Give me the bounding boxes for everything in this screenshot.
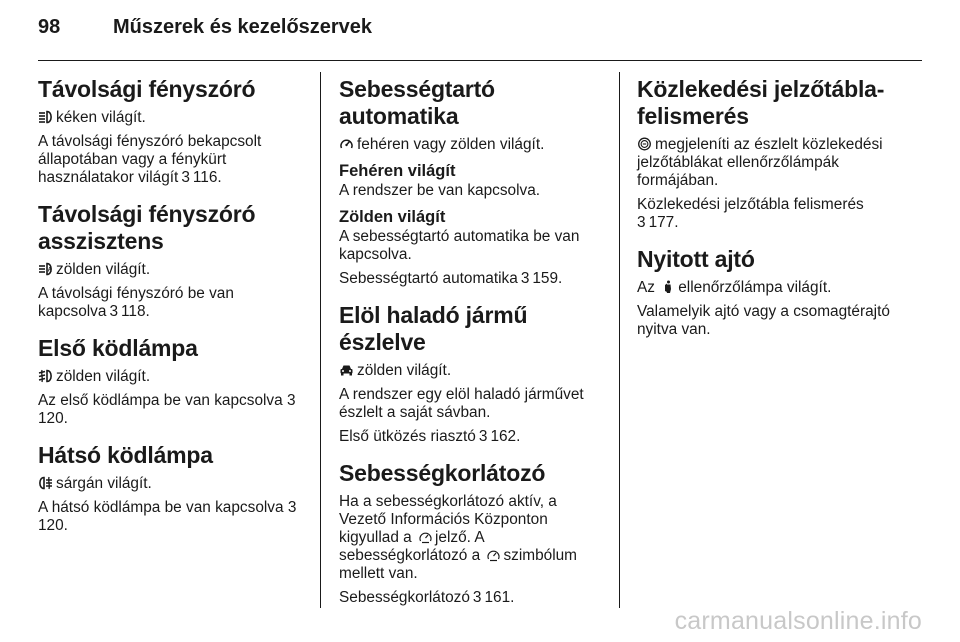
column-3 [637, 76, 907, 345]
vehicle-ahead-status: zölden világít. [339, 362, 607, 380]
section-title-door-open: Nyitott ajtó [637, 246, 755, 272]
header-rule [38, 60, 922, 61]
page-number: 98 [38, 16, 61, 38]
speed-limiter-icon [486, 548, 501, 562]
door-open-desc: Valamelyik ajtó vagy a csomagtérajtó nyitva van. [637, 303, 890, 338]
speed-limiter-desc: Ha a sebességkorlátozó aktív, a Vezető Információs Központon kigyullad a jelző. A sebességkorlátozó a szimbólum mellett van. [339, 493, 578, 582]
watermark: carmanualsonline.info [674, 607, 922, 635]
section-title-vehicle-ahead: Elöl haladó jármű észlelve [339, 302, 528, 355]
page-reference[interactable]: 159. [532, 270, 563, 287]
cruise-control-status: fehéren vagy zölden világít. [339, 136, 607, 154]
high-beam-assist-status: A zölden világít. [38, 261, 306, 279]
reference-arrow: 3 [520, 270, 530, 287]
vehicle-ahead-ref: Első ütközés riasztó 3 162. [339, 428, 521, 445]
reference-arrow: 3 [287, 499, 297, 516]
section-title-cruise-control: Sebességtartó automatika [339, 76, 495, 129]
reference-arrow: 3 [109, 303, 119, 320]
reference-arrow: 3 [286, 392, 296, 409]
cruise-control-icon [339, 137, 354, 151]
column-divider-2 [619, 72, 620, 608]
door-open-icon [661, 280, 676, 294]
page-reference[interactable]: 120. [38, 410, 68, 427]
page-reference[interactable]: 116. [192, 169, 222, 186]
section-title-front-fog: Első ködlámpa [38, 335, 198, 361]
cruise-control-ref: Sebességtartó automatika 3 159. [339, 270, 563, 287]
speed-limiter-ref: Sebességkorlátozó 3 161. [339, 589, 515, 606]
page-header [38, 16, 922, 46]
front-fog-status: zölden világít. [38, 368, 306, 386]
page-reference[interactable]: 161. [484, 589, 515, 606]
section-title-speed-limiter: Sebességkorlátozó [339, 460, 546, 486]
section-title-high-beam-assist: Távolsági fényszóró asszisztens [38, 201, 256, 254]
speed-limiter-icon [418, 530, 433, 544]
traffic-sign-icon [637, 137, 652, 151]
traffic-sign-ref: Közlekedési jelzőtábla felismerés 3 177. [637, 196, 864, 231]
page-reference[interactable]: 162. [490, 428, 521, 445]
white-text: A rendszer be van kapcsolva. [339, 182, 541, 199]
column-2 [339, 76, 607, 613]
svg-text:A: A [47, 267, 52, 274]
front-fog-lamp-icon [38, 369, 53, 383]
high-beam-status: kéken világít. [38, 109, 306, 127]
reference-arrow: 3 [181, 169, 190, 186]
rear-fog-desc: A hátsó ködlámpa be van kapcsolva 3120. [38, 499, 297, 534]
reference-arrow: 3 [478, 428, 488, 445]
high-beam-assist-icon [38, 262, 53, 276]
front-fog-desc: Az első ködlámpa be van kapcsolva 3120. [38, 392, 296, 427]
high-beam-icon [38, 110, 53, 124]
column-divider-1 [320, 72, 321, 608]
section-title-rear-fog: Hátsó ködlámpa [38, 442, 213, 468]
page-reference[interactable]: 120. [38, 517, 68, 534]
subheading-white: Fehéren világít [339, 162, 456, 180]
rear-fog-status: sárgán világít. [38, 475, 306, 493]
page-reference[interactable]: 118. [121, 303, 150, 320]
reference-arrow: 3 [637, 214, 646, 231]
column-1 [38, 76, 306, 541]
green-text: A sebességtartó automatika be van kapcsolva. [339, 228, 580, 263]
vehicle-ahead-icon [339, 363, 354, 377]
high-beam-desc: A távolsági fényszóró bekapcsolt állapotában vagy a fénykürt használatakor világít 3 116. [38, 133, 262, 186]
chapter-title: Műszerek és kezelőszervek [113, 16, 373, 38]
rear-fog-lamp-icon [38, 476, 53, 490]
subheading-green: Zölden világít [339, 208, 446, 226]
reference-arrow: 3 [472, 589, 482, 606]
section-title-traffic-sign: Közlekedési jelzőtábla-felismerés [637, 76, 885, 129]
door-open-status: Az ellenőrzőlámpa világít. [637, 279, 832, 296]
traffic-sign-status: megjeleníti az észlelt közlekedési jelzőtáblákat ellenőrzőlámpák formájában. [637, 136, 883, 189]
section-title-high-beam: Távolsági fényszóró [38, 76, 256, 102]
vehicle-ahead-desc: A rendszer egy elöl haladó járművet észlelt a saját sávban. [339, 386, 584, 421]
high-beam-assist-desc: A távolsági fényszóró be van kapcsolva 3 118. [38, 285, 234, 320]
page-reference[interactable]: 177. [648, 214, 679, 231]
